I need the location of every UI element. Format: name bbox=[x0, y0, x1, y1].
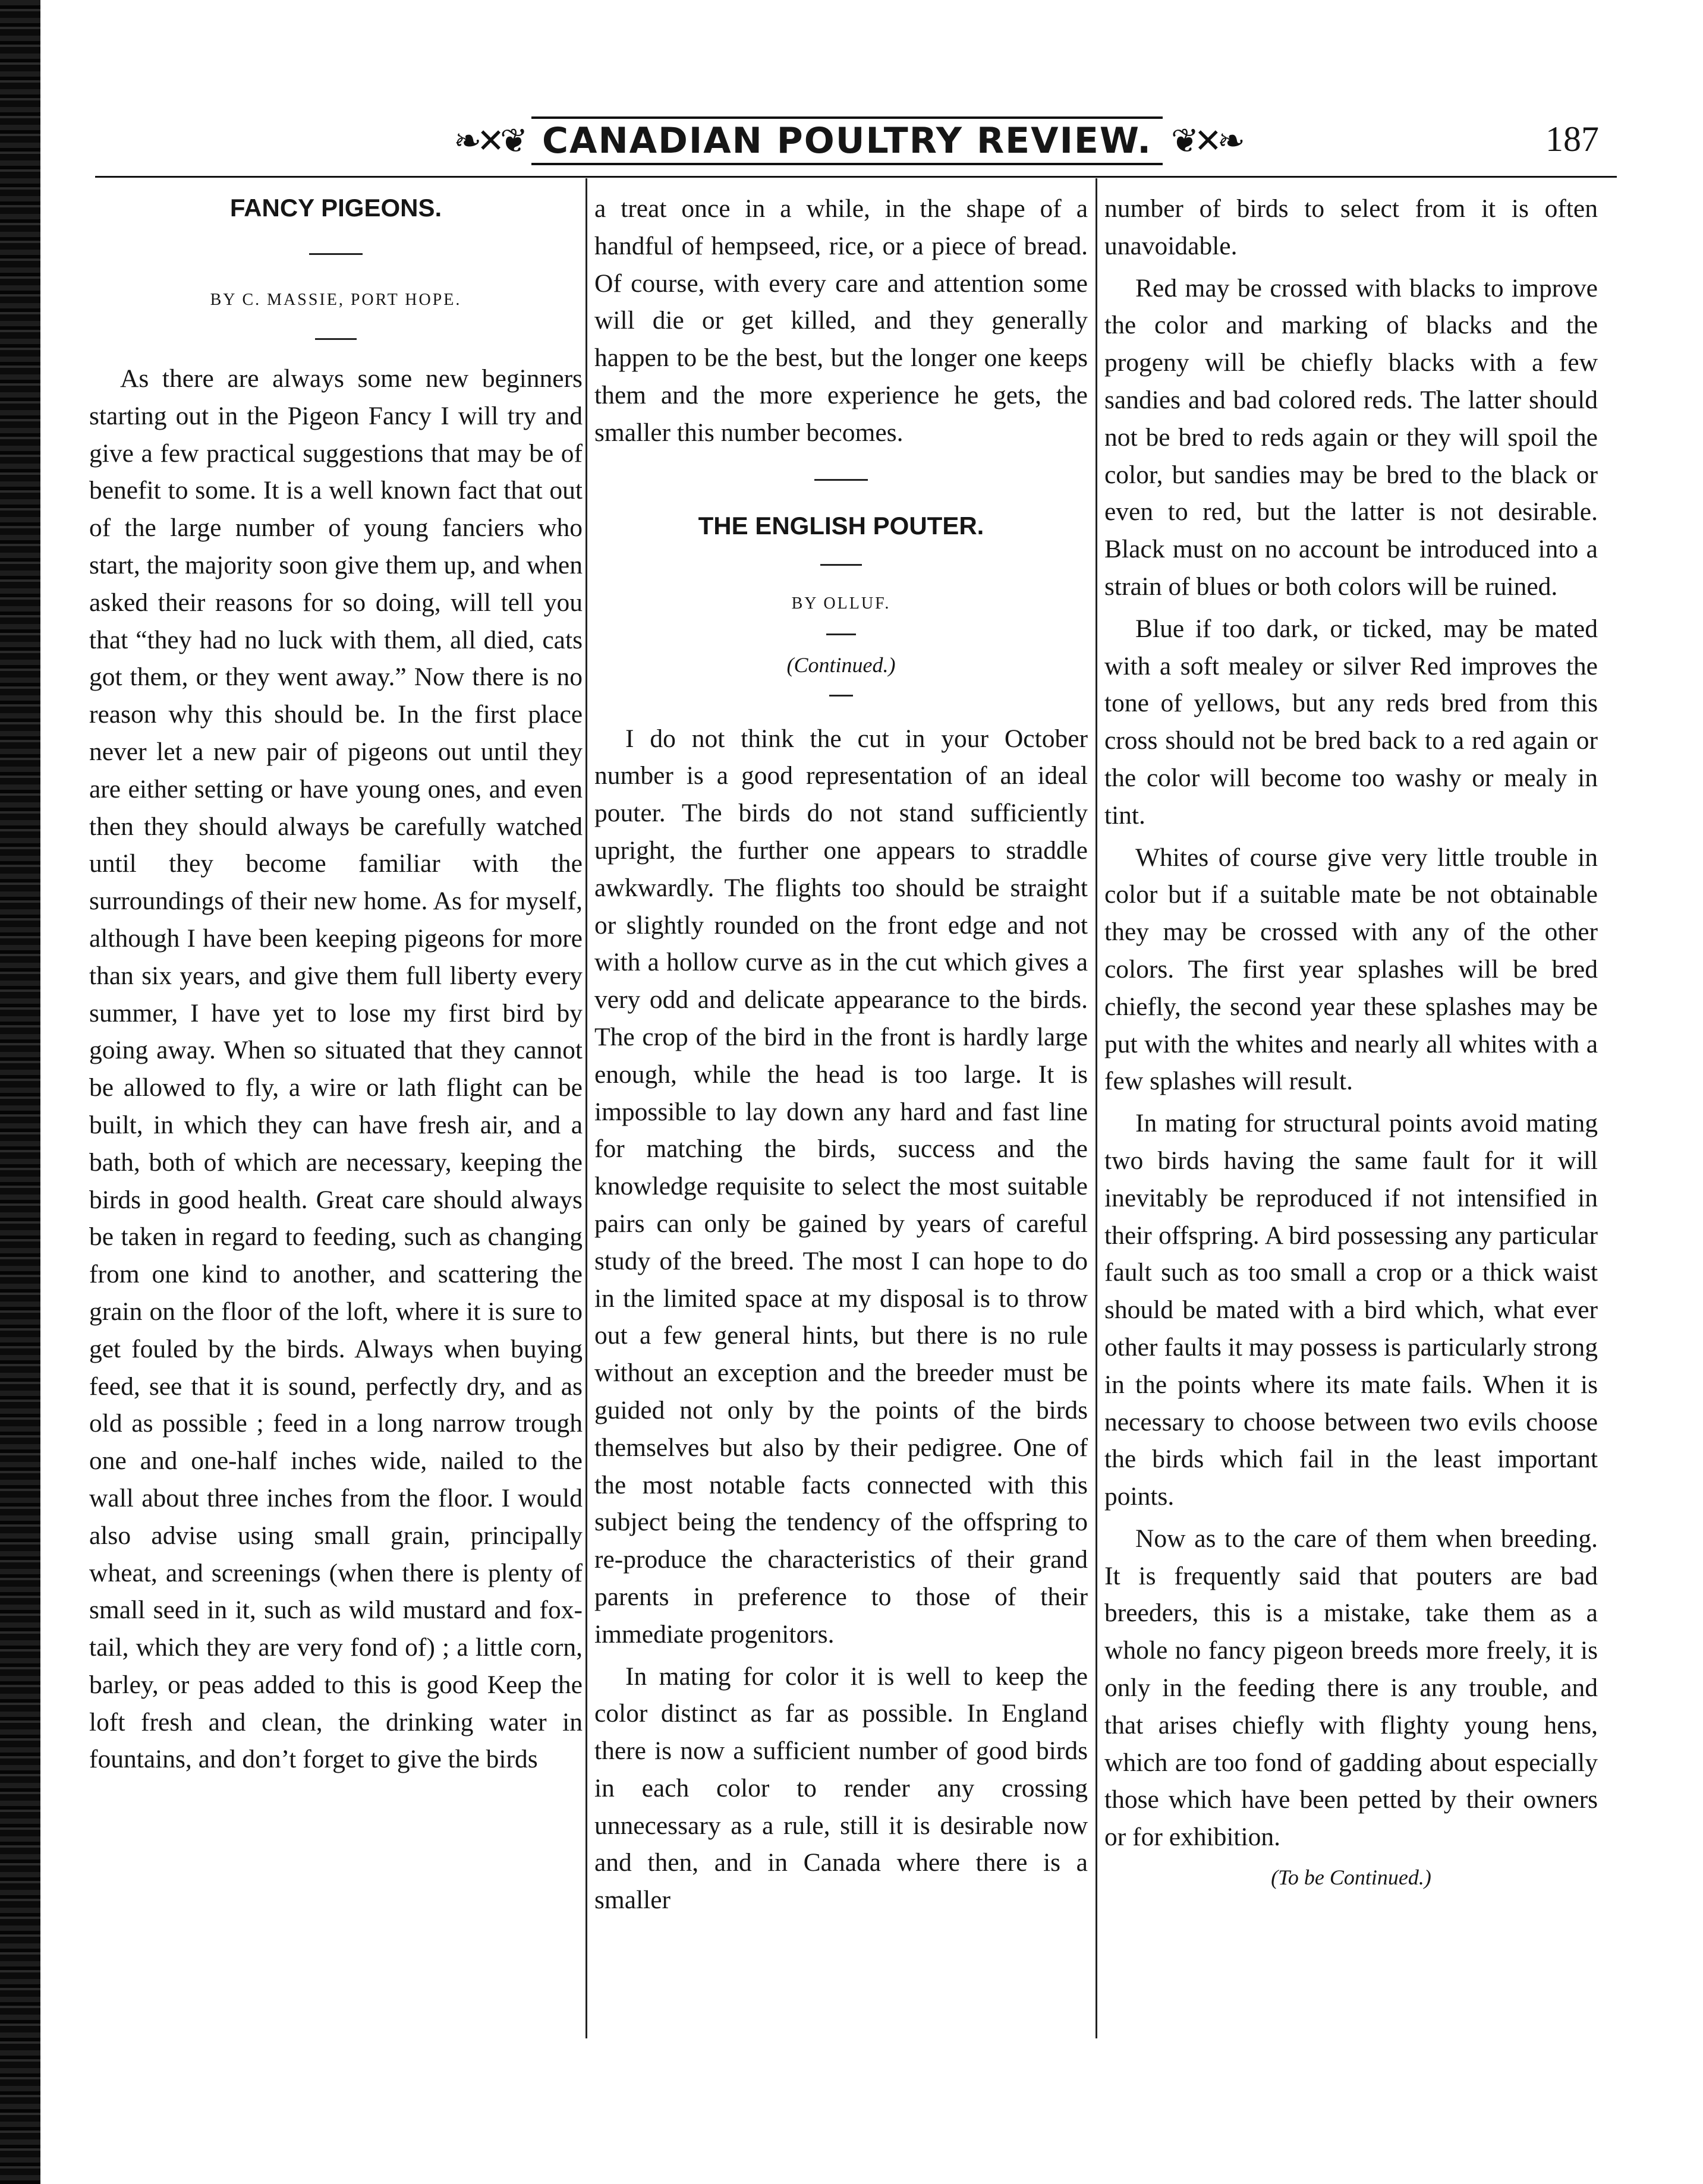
binding-edge bbox=[0, 0, 40, 2184]
paragraph: In mating for structural points avoid mating two birds having the same fault for it will inevitably be reproduced if not intensified in their offspring. A bird possessing any particular fault such as too small a crop or a thick waist should be mated with a bird which, what ever other faults it may possess is particularly strong in the points where its mate fails. When it is necessary to choose between two evils choose the birds which fail in the least important points. bbox=[1104, 1109, 1598, 1511]
paragraph: Blue if too dark, or ticked, may be mated with a soft mealey or silver Red improves the tone of yellows, but any reds bred from this cross should not be bred back to a red again or the color will become too washy or mealy in tint. bbox=[1104, 614, 1598, 830]
paragraph-continuation: a treat once in a while, in the shape of a handful of hempseed, rice, or a piece of bread. Of course, with every care and attention some will die or get killed, and they generally happen to be the best, but the longer one keeps them and the more experience he gets, the smaller this number becomes. bbox=[594, 194, 1088, 447]
byline: BY OLLUF. bbox=[791, 594, 891, 613]
paragraph: Red may be crossed with blacks to improve the color and marking of blacks and the progeny will be chiefly blacks with a few sandies and bad colored reds. The latter should not be bred to reds again or they will spoil the color, but sandies may be bred to the black or even to red, but the latter is not desirable. Black must on no account be introduced into a strain of blues or both colors will be ruined. bbox=[1104, 273, 1598, 601]
separator bbox=[829, 695, 853, 697]
column-3 bbox=[1104, 190, 1598, 1899]
column-divider bbox=[585, 178, 587, 2038]
separator bbox=[826, 634, 856, 635]
column-1 bbox=[89, 190, 583, 1783]
separator bbox=[814, 479, 868, 481]
paragraph: I do not think the cut in your October number is a good representation of an ideal pouter. The birds do not stand sufficiently upright, the further one appears to straddle awkwardly. The flights too should be straight or slightly rounded on the front edge and not with a hollow curve as in the cut which gives a very odd and delicate appearance to the birds. The crop of the bird in the front is hardly large enough, while the head is too large. It is impossible to lay down any hard and fast line for matching the birds, success and the knowledge requisite to select the most suitable pairs can only be gained by years of careful study of the breed. The most I can hope to do in the limited space at my disposal is to throw out a few general hints, but there is no rule without an exception and the breeder must be guided not only by the points of the birds themselves but also by their pedigree. One of the most notable facts connected with this subject being the tendency of the offspring to re-produce the characteristics of their grand parents in preference to those of their immediate progenitors. bbox=[594, 724, 1088, 1649]
masthead bbox=[454, 108, 1241, 174]
paragraph: In mating for color it is well to keep the color distinct as far as possible. In England there is now a sufficient number of good birds in each color to render any crossing unnecessary as a rule, still it is desirable now and then, and in Canada where there is a smaller bbox=[594, 1662, 1088, 1915]
ornament-left-icon: ❧✕❦ bbox=[454, 121, 523, 160]
column-divider bbox=[1096, 178, 1097, 2038]
to-be-continued-note: (To be Continued.) bbox=[1271, 1865, 1431, 1890]
masthead-title: CANADIAN POULTRY REVIEW. bbox=[531, 116, 1163, 165]
article-title-english-pouter: THE ENGLISH POUTER. bbox=[698, 511, 984, 540]
ornament-right-icon: ❦✕❧ bbox=[1171, 121, 1241, 160]
paragraph: Now as to the care of them when breeding. It is frequently said that pouters are bad breeders, this is a mistake, take them as a whole no fancy pigeon breeds more freely, it is only in the feeding there is any trouble, and that arises chiefly with flighty young hens, which are too fond of gadding about especially those which have been petted by their owners or for exhibition. bbox=[1104, 1524, 1598, 1852]
paragraph: Whites of course give very little trouble in color but if a suitable mate be not obtainable they may be crossed with any of the other colors. The first year splashes will be bred chiefly, the second year these splashes may be put with the whites and nearly all whites with a few splashes will result. bbox=[1104, 843, 1598, 1096]
separator bbox=[309, 253, 363, 255]
separator bbox=[820, 564, 862, 566]
paragraph: As there are always some new beginners starting out in the Pigeon Fancy I will try and give a few practical suggestions that may be of benefit to some. It is a well known fact that out of the large number of young fanciers who start, the majority soon give them up, and when asked their reasons for so doing, will tell you that “they had no luck with them, all died, cats got them, or they went away.” Now there is no reason why this should be. In the first place never let a new pair of pigeons out until they are either setting or have young ones, and even then they should always be carefully watched until they become familiar with the surroundings of their new home. As for myself, although I have been keeping pigeons for more than six years, and give them full liberty every summer, I have yet to lose my first bird by going away. When so situated that they cannot be allowed to fly, a wire or lath flight can be built, in which they can have fresh air, and a bath, both of which are necessary, keeping the birds in good health. Great care should always be taken in regard to feeding, such as changing from one kind to another, and scattering the grain on the floor of the loft, where it is sure to get fouled by the birds. Always when buying feed, see that it is sound, perfectly dry, and as old as possible ; feed in a long narrow trough one and one-half inches wide, nailed to the wall about three inches from the floor. I would also advise using small grain, principally wheat, and screenings (when there is plenty of small seed in it, such as wild mustard and fox-tail, which they are very fond of) ; a little corn, barley, or peas added to this is good Keep the loft fresh and clean, the drinking water in fountains, and don’t forget to give the birds bbox=[89, 364, 583, 1774]
continued-note: (Continued.) bbox=[786, 653, 896, 677]
page-number: 187 bbox=[1545, 119, 1599, 159]
separator bbox=[315, 338, 357, 340]
paragraph-continuation: number of birds to select from it is often unavoidable. bbox=[1104, 194, 1598, 260]
article-title-fancy-pigeons: FANCY PIGEONS. bbox=[229, 194, 442, 222]
header-rule bbox=[95, 176, 1617, 178]
column-2 bbox=[594, 190, 1088, 1924]
byline: BY C. MASSIE, PORT HOPE. bbox=[210, 291, 462, 309]
